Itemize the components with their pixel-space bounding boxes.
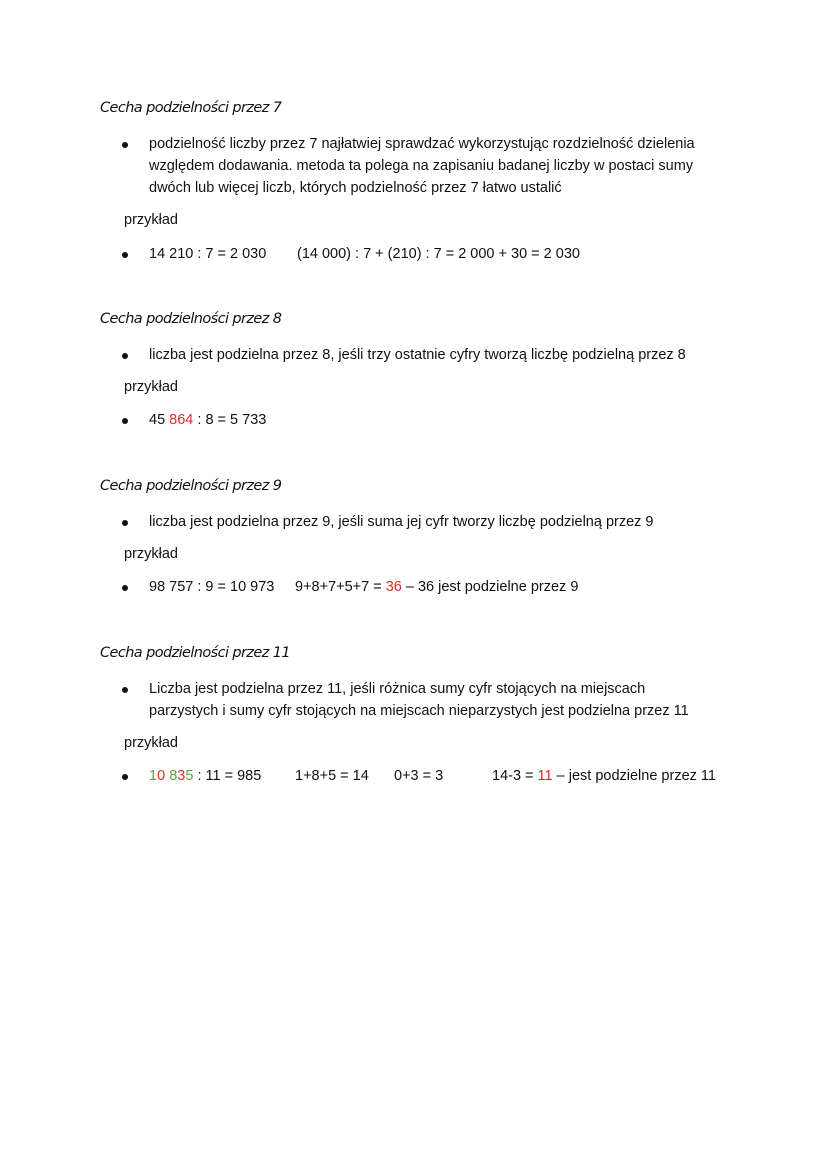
bullet-7-line-3: dwóch lub więcej liczb, których podzielność przez 7 łatwo ustalić [149, 180, 562, 196]
example-11-diff-prefix: 14-3 = [492, 768, 538, 784]
heading-7: Cecha podzielności przez 7 [100, 100, 282, 116]
example-8-suffix: : 8 = 5 733 [193, 412, 267, 428]
bullet-7-line-2: względem dodawania. metoda ta polega na zapisaniu badanej liczby w postaci sumy [149, 158, 694, 174]
example-label-9: przykład [124, 546, 178, 562]
bullet-7-line-1: podzielność liczby przez 7 najłatwiej sprawdzać wykorzystując rozdzielność dzielenia [149, 136, 695, 152]
bullet-dot-icon [122, 353, 128, 359]
digit-even: 8 [169, 768, 178, 784]
example-11-division [149, 765, 261, 787]
example-label-8: przykład [124, 379, 178, 395]
heading-9: Cecha podzielności przez 9 [100, 478, 282, 494]
example-9 [122, 576, 762, 598]
example-11-diff-highlight: 11 [537, 768, 553, 784]
example-9-sum [295, 576, 578, 598]
digit-odd: 3 [177, 768, 186, 784]
heading-11: Cecha podzielności przez 11 [100, 645, 290, 661]
example-9-sum-expr: 9+8+7+5+7 = [295, 579, 386, 595]
example-8-expression [149, 409, 266, 431]
example-7-right: (14 000) : 7 + (210) : 7 = 2 000 + 30 = 2 030 [297, 246, 580, 262]
bullet-dot-icon [122, 142, 128, 148]
digit-even: 5 [185, 768, 194, 784]
bullet-dot-icon [122, 520, 128, 526]
example-11 [122, 765, 762, 787]
digit-odd: 0 [157, 768, 166, 784]
bullet-8-line-1: liczba jest podzielna przez 8, jeśli trzy ostatnie cyfry tworzą liczbę podzielną przez 8 [149, 347, 686, 363]
bullet-dot-icon [122, 252, 128, 258]
bullet-7 [122, 133, 742, 199]
example-7-left: 14 210 : 7 = 2 030 [149, 246, 267, 262]
bullet-9-line-1: liczba jest podzielna przez 9, jeśli suma jej cyfr tworzy liczbę podzielną przez 9 [149, 514, 654, 530]
bullet-text-7 [149, 133, 739, 199]
bullet-11 [122, 678, 742, 722]
example-7 [122, 243, 762, 265]
example-11-diff-suffix: – jest podzielne przez 11 [552, 768, 716, 784]
example-11-sum-even: 1+8+5 = 14 [295, 768, 369, 784]
example-label-7: przykład [124, 212, 178, 228]
bullet-text-8 [149, 344, 739, 366]
bullet-dot-icon [122, 418, 128, 424]
example-11-sum-odd: 0+3 = 3 [394, 768, 444, 784]
bullet-dot-icon [122, 687, 128, 693]
bullet-dot-icon [122, 585, 128, 591]
bullet-8 [122, 344, 742, 366]
example-9-suffix: – 36 jest podzielne przez 9 [401, 579, 579, 595]
example-9-left: 98 757 : 9 = 10 973 [149, 579, 275, 595]
example-8 [122, 409, 762, 431]
example-9-highlight: 36 [385, 579, 402, 595]
example-11-difference [492, 765, 716, 787]
bullet-11-line-1: Liczba jest podzielna przez 11, jeśli różnica sumy cyfr stojących na miejscach [149, 681, 646, 697]
bullet-dot-icon [122, 774, 128, 780]
bullet-text-9 [149, 511, 739, 533]
example-11-rest: : 11 = 985 [193, 768, 262, 784]
example-8-prefix: 45 [149, 412, 170, 428]
example-label-11: przykład [124, 735, 178, 751]
bullet-11-line-2: parzystych i sumy cyfr stojących na miejscach nieparzystych jest podzielna przez 11 [149, 703, 689, 719]
bullet-9 [122, 511, 742, 533]
example-8-highlight: 864 [169, 412, 194, 428]
heading-8: Cecha podzielności przez 8 [100, 311, 282, 327]
digit-even: 1 [149, 768, 158, 784]
bullet-text-11 [149, 678, 739, 722]
